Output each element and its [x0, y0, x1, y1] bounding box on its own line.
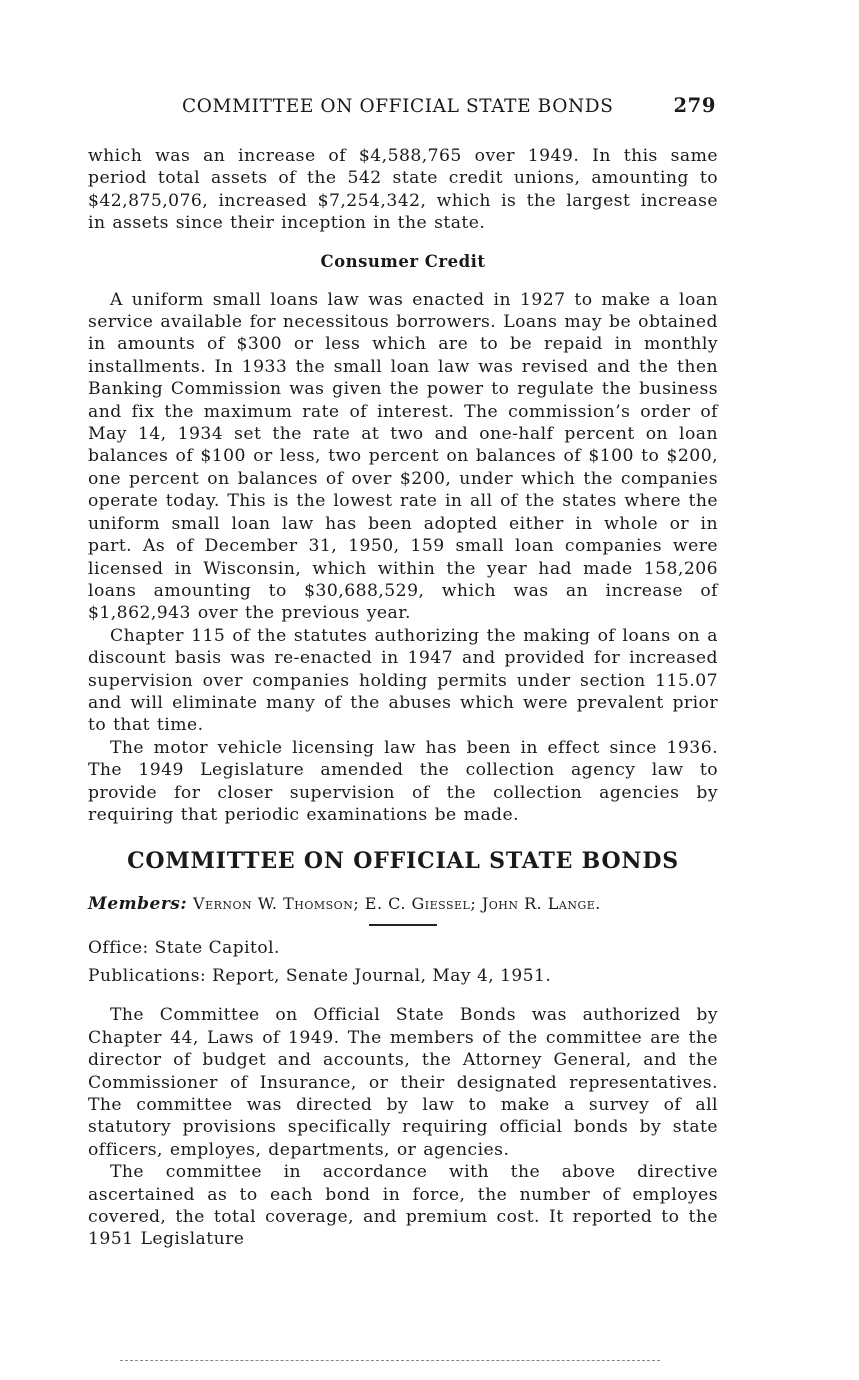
- committee-paragraph-2: The committee in accordance with the above directive ascertained as to each bond in force, the number of employes covered, the total coverage, and premium cost. It reported to the 1951 Legislature: [88, 1162, 718, 1250]
- publications-line: Publications: Report, Senate Journal, May 4, 1951.: [88, 966, 552, 987]
- section-rule: [88, 924, 718, 938]
- running-title: COMMITTEE ON OFFICIAL STATE BONDS: [182, 96, 614, 117]
- page-body: [88, 145, 718, 1251]
- committee-section-title: COMMITTEE ON OFFICIAL STATE BONDS: [127, 848, 679, 875]
- members-label: Members:: [88, 894, 188, 915]
- consumer-credit-paragraph-3: The motor vehicle licensing law has been in effect since 1936. The 1949 Legislature amended the collection agency law to provide for closer supervision of the collection agencies by requiring that periodic examinations be made.: [88, 737, 718, 825]
- committee-members: [88, 894, 718, 914]
- intro-paragraph: which was an increase of $4,588,765 over 1949. In this same period total assets of the 542 state credit unions, amounting to $42,875,076, increased $7,254,342, which is the largest increase in assets since their inception in the state.: [88, 146, 718, 234]
- consumer-credit-paragraph-2: Chapter 115 of the statutes authorizing the making of loans on a discount basis was re-enacted in 1947 and provided for increased supervision over companies holding permits under section 115.07 and will eliminate many of the abuses which were prevalent prior to that time.: [88, 625, 718, 736]
- office-line: Office: State Capitol.: [88, 938, 280, 959]
- members-names: Vernon W. Thomson; E. C. Giessel; John R. Lange.: [193, 894, 601, 914]
- committee-paragraph-1: The Committee on Official State Bonds was authorized by Chapter 44, Laws of 1949. The members of the committee are the director of budget and accounts, the Attorney General, and the Commissioner of Insurance, or their designated representatives. The committee was directed by law to make a survey of all statutory provisions specifically requiring official bonds by state officers, employes, departments, or agencies.: [88, 1005, 718, 1160]
- page-number: 279: [673, 94, 716, 117]
- consumer-credit-heading: Consumer Credit: [320, 251, 486, 271]
- bottom-scan-artifact: [120, 1360, 660, 1361]
- consumer-credit-paragraph-1: A uniform small loans law was enacted in 1927 to make a loan service available for necessitous borrowers. Loans may be obtained in amounts of $300 or less which are to be repaid in monthly installments. In 1933 the small loan law was revised and the then Banking Commission was given the power to regulate the business and fix the maximum rate of interest. The commission’s order of May 14, 1934 set the rate at two and one-half percent on loan balances of $100 or less, two percent on balances of $100 to $200, one percent on balances of over $200, under which the companies operate today. This is the lowest rate in all of the states where the uniform small loan law has been adopted either in whole or in part. As of December 31, 1950, 159 small loan companies were licensed in Wisconsin, which within the year had made 158,206 loans amounting to $30,688,529, which was an increase of $1,862,943 over the previous year.: [88, 289, 718, 624]
